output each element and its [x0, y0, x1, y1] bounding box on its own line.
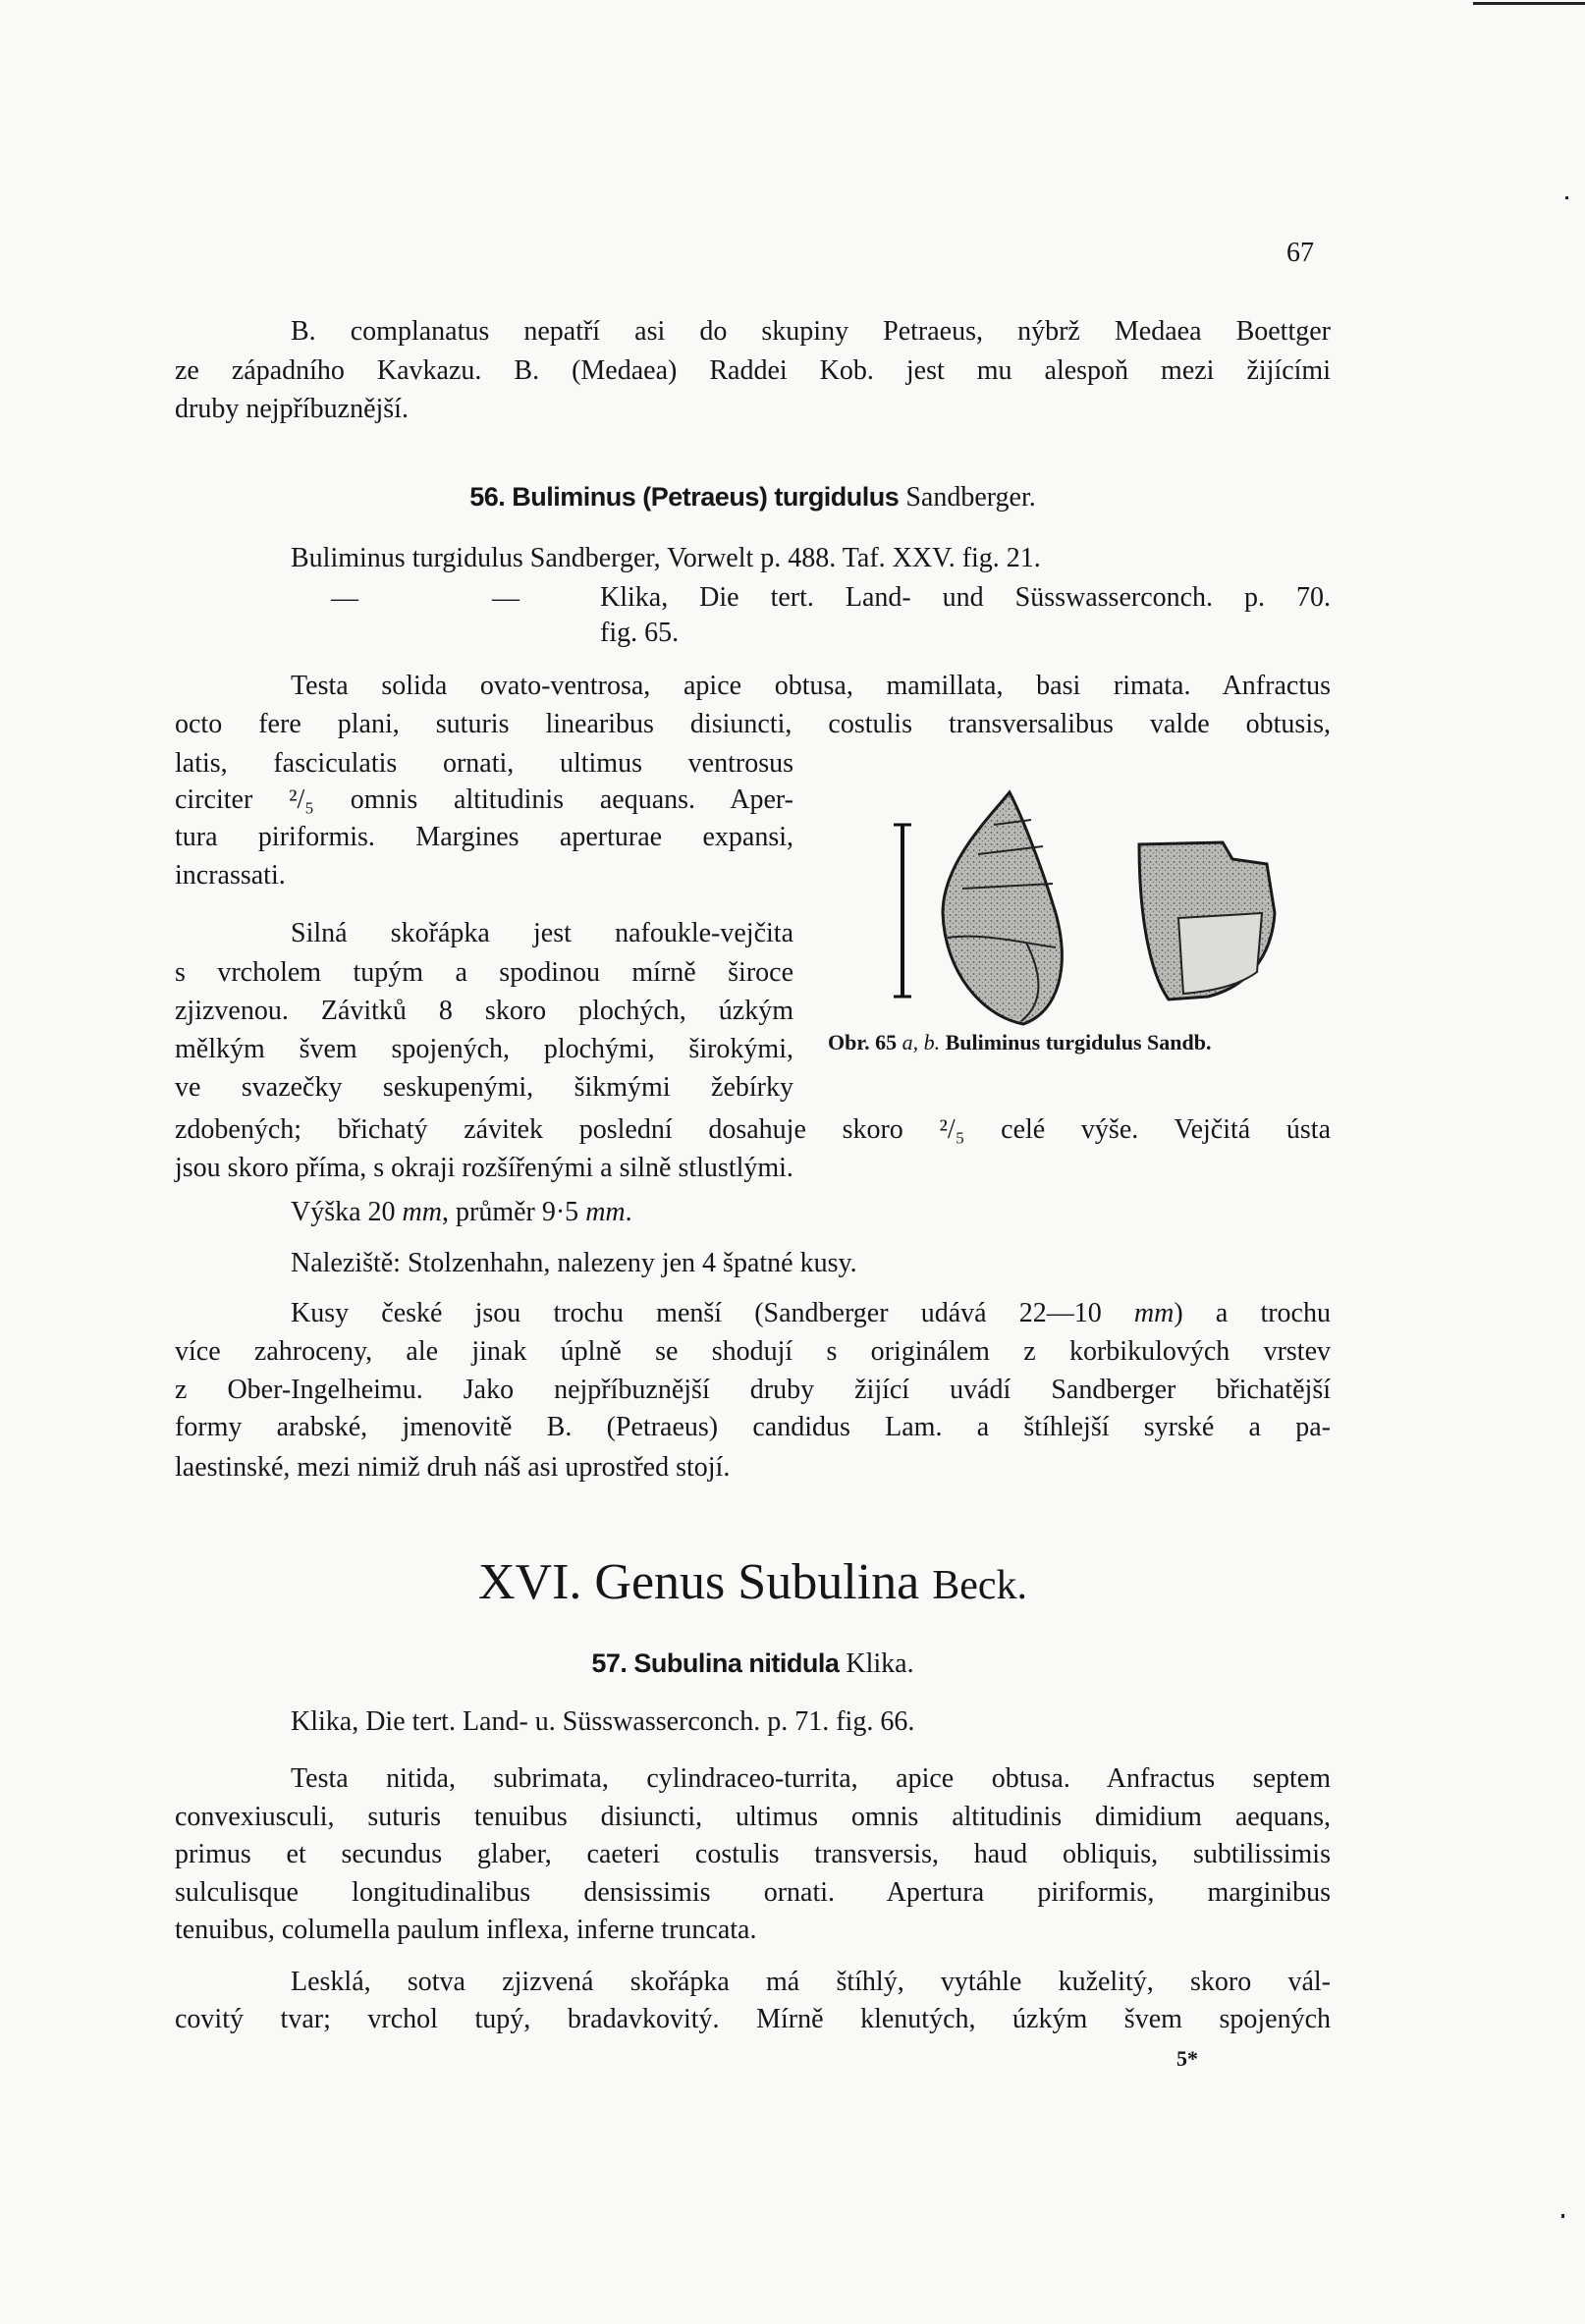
ditto-dash: —	[492, 583, 519, 614]
species-heading-name: 57. Subulina nitidula	[591, 1648, 840, 1678]
synonym-line: Klika, Die tert. Land- u. Süsswasserconch. p. 71. fig. 66.	[291, 1706, 915, 1737]
text-line: druby nejpříbuznější.	[175, 394, 409, 424]
scan-artifact-dot	[1561, 2214, 1564, 2218]
locality-line: Naleziště: Stolzenhahn, nalezeny jen 4 špatné kusy.	[291, 1248, 857, 1278]
text-line: mělkým švem spojených, plochými, širokými,	[175, 1034, 793, 1064]
species-heading-name: 56. Buliminus (Petraeus) turgidulus	[469, 482, 900, 512]
species-heading-57	[175, 1645, 1331, 1682]
scale-bar	[894, 825, 911, 997]
text-line: B. complanatus nepatří asi do skupiny Petraeus, nýbrž Medaea Boettger	[291, 316, 1331, 347]
text-line: zdobených; břichatý závitek poslední dosahuje skoro ²/₅ celé výše. Vejčitá ústa	[175, 1114, 1331, 1145]
signature-mark: 5*	[1176, 2046, 1198, 2071]
dimensions-text: .	[625, 1197, 632, 1227]
text-line: circiter ²/₅ omnis altitudinis aequans. Aper-	[175, 784, 793, 815]
species-heading-56	[175, 478, 1331, 515]
text-line: zjizvenou. Závitků 8 skoro plochých, úzkým	[175, 996, 793, 1026]
synonym-line: fig. 65.	[600, 618, 680, 648]
text-line: Lesklá, sotva zjizvená skořápka má štíhlý, vytáhle kuželitý, skoro vál-	[291, 1967, 1331, 1997]
text-line: více zahroceny, ale jinak úplně se shodují s originálem z korbikulových vrstev	[175, 1336, 1331, 1367]
unit: mm	[1133, 1298, 1175, 1328]
figure-caption-label: Obr. 65	[828, 1030, 898, 1054]
text-line: Testa solida ovato-ventrosa, apice obtusa, mamillata, basi rimata. Anfractus	[291, 671, 1331, 701]
text-line: tura piriformis. Margines aperturae expansi,	[175, 822, 793, 852]
text-line: incrassati.	[175, 860, 286, 891]
text-line: laestinské, mezi nimiž druh náš asi uprostřed stojí.	[175, 1452, 731, 1483]
text-line: Silná skořápka jest nafoukle-vejčita	[291, 918, 793, 948]
text-line: tenuibus, columella paulum inflexa, inferne truncata.	[175, 1915, 757, 1945]
dimensions-text: Výška 20	[291, 1197, 403, 1227]
genus-title: XVI. Genus Subulina	[478, 1554, 920, 1610]
text-line: Testa nitida, subrimata, cylindraceo-turrita, apice obtusa. Anfractus septem	[291, 1763, 1331, 1794]
text-line: primus et secundus glaber, caeteri costulis transversis, haud obliquis, subtilissimis	[175, 1839, 1331, 1869]
figure-65-illustration	[884, 781, 1296, 1036]
text-line: s vrcholem tupým a spodinou mírně široce	[175, 957, 793, 988]
figure-caption-name: Buliminus turgidulus Sandb.	[945, 1030, 1212, 1054]
text-line: latis, fasciculatis ornati, ultimus ventrosus	[175, 748, 793, 779]
unit: mm	[585, 1197, 626, 1227]
dimensions-line	[291, 1194, 632, 1231]
synonym-line: Klika, Die tert. Land- und Süsswasserconch. p. 70.	[600, 582, 1331, 613]
dimensions-text: , průměr 9·5	[442, 1197, 586, 1227]
text-line: z Ober-Ingelheimu. Jako nejpříbuznější druby žijící uvádí Sandberger břichatější	[175, 1375, 1331, 1405]
notes-text: Kusy české jsou trochu menší (Sandberger udává 22—10	[291, 1298, 1134, 1328]
synonym-line: Buliminus turgidulus Sandberger, Vorwelt p. 488. Taf. XXV. fig. 21.	[291, 543, 1041, 573]
page-number: 67	[1286, 238, 1314, 268]
text-line: ze západního Kavkazu. B. (Medaea) Raddei Kob. jest mu alespoň mezi žijícími	[175, 355, 1331, 386]
text-line: jsou skoro příma, s okraji rozšířenými a silně stlustlými.	[175, 1153, 793, 1183]
text-line: covitý tvar; vrchol tupý, bradavkovitý. Mírně klenutých, úzkým švem spojených	[175, 2004, 1331, 2034]
figure-caption-parts: a, b.	[902, 1030, 941, 1054]
genus-heading	[0, 1551, 1505, 1617]
species-heading-author: Sandberger.	[905, 482, 1036, 513]
unit: mm	[402, 1197, 442, 1227]
shell-b-drawing	[1139, 842, 1275, 1000]
species-heading-author: Klika.	[846, 1648, 914, 1679]
figure-caption	[828, 1027, 1211, 1058]
text-line: formy arabské, jmenovitě B. (Petraeus) candidus Lam. a štíhlejší syrské a pa-	[175, 1412, 1331, 1442]
text-line: convexiusculi, suturis tenuibus disiuncti, ultimus omnis altitudinis dimidium aequans,	[175, 1802, 1331, 1832]
scan-artifact-dot	[1565, 196, 1568, 199]
scan-artifact-top-edge	[1473, 2, 1585, 5]
ditto-dash: —	[331, 583, 358, 614]
text-line	[291, 1295, 1331, 1332]
text-line: octo fere plani, suturis linearibus disiuncti, costulis transversalibus valde obtusis,	[175, 709, 1331, 739]
shell-a-drawing	[943, 792, 1062, 1024]
notes-text: ) a trochu	[1174, 1298, 1331, 1328]
text-line: sulculisque longitudinalibus densissimis ornati. Apertura piriformis, marginibus	[175, 1877, 1331, 1908]
genus-author: Beck.	[932, 1563, 1027, 1608]
text-line: ve svazečky seskupenými, šikmými žebírky	[175, 1072, 793, 1103]
